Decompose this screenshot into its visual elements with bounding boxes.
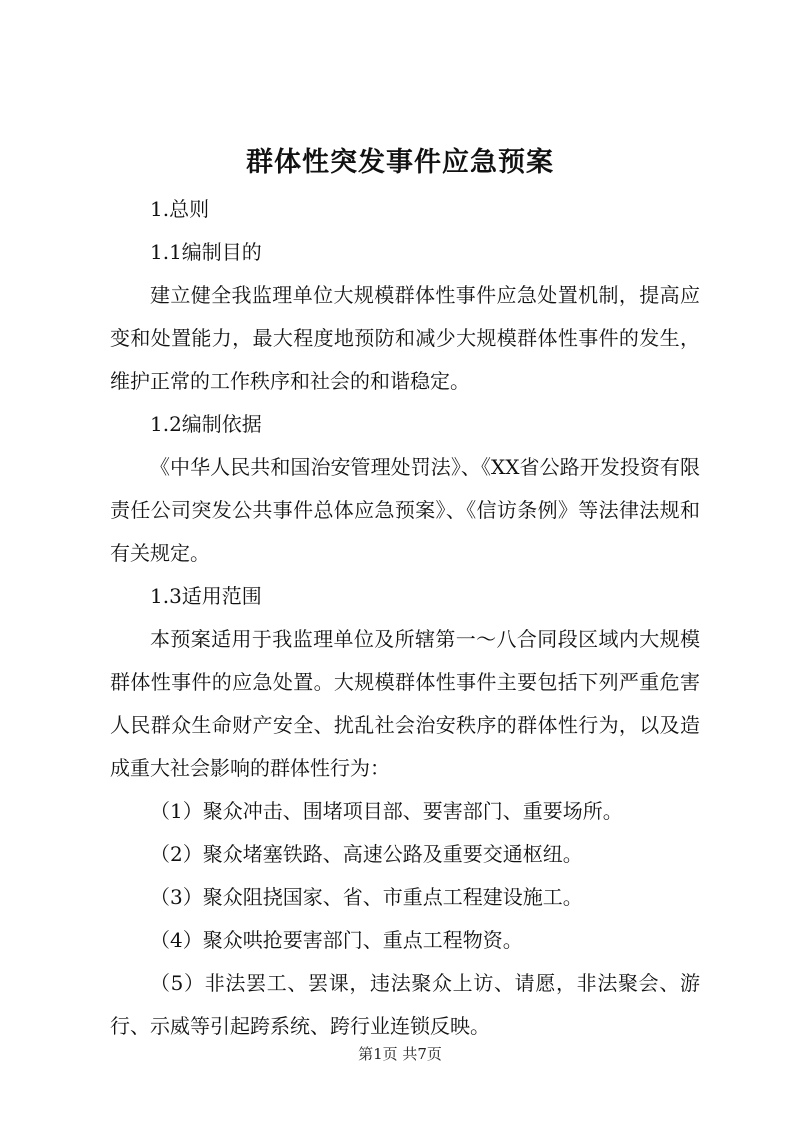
list-item: （5）非法罢工、罢课，违法聚众上访、请愿，非法聚会、游行、示威等引起跨系统、跨行业连锁反映。	[110, 971, 700, 1038]
paragraph-purpose: 建立健全我监理单位大规模群体性事件应急处置机制，提高应变和处置能力，最大程度地预防和减少大规模群体性事件的发生，维护正常的工作秩序和社会的和谐稳定。	[110, 283, 700, 393]
list-item: （1）聚众冲击、围堵项目部、要害部门、重要场所。	[150, 799, 623, 823]
list-item: （3）聚众阻挠国家、省、市重点工程建设施工。	[150, 885, 583, 909]
heading-basis: 1.2编制依据	[150, 412, 262, 436]
heading-purpose: 1.1编制目的	[150, 240, 262, 264]
page-number: 第1页 共7页	[358, 1045, 442, 1063]
list-item: （4）聚众哄抢要害部门、重点工程物资。	[150, 928, 523, 952]
paragraph-scope: 本预案适用于我监理单位及所辖第一～八合同段区域内大规模群体性事件的应急处置。大规模群体性事件主要包括下列严重危害人民群众生命财产安全、扰乱社会治安秩序的群体性行为，以及造成重大社会影响的群体性行为：	[110, 627, 700, 780]
heading-general: 1.总则	[150, 197, 210, 221]
paragraph-basis: 《中华人民共和国治安管理处罚法》、《XX省公路开发投资有限责任公司突发公共事件总体应急预案》、《信访条例》等法律法规和有关规定。	[110, 455, 700, 565]
list-item: （2）聚众堵塞铁路、高速公路及重要交通枢纽。	[150, 842, 583, 866]
document-body	[110, 188, 700, 1048]
heading-scope: 1.3适用范围	[150, 584, 262, 608]
document-title: 群体性突发事件应急预案	[246, 147, 554, 178]
